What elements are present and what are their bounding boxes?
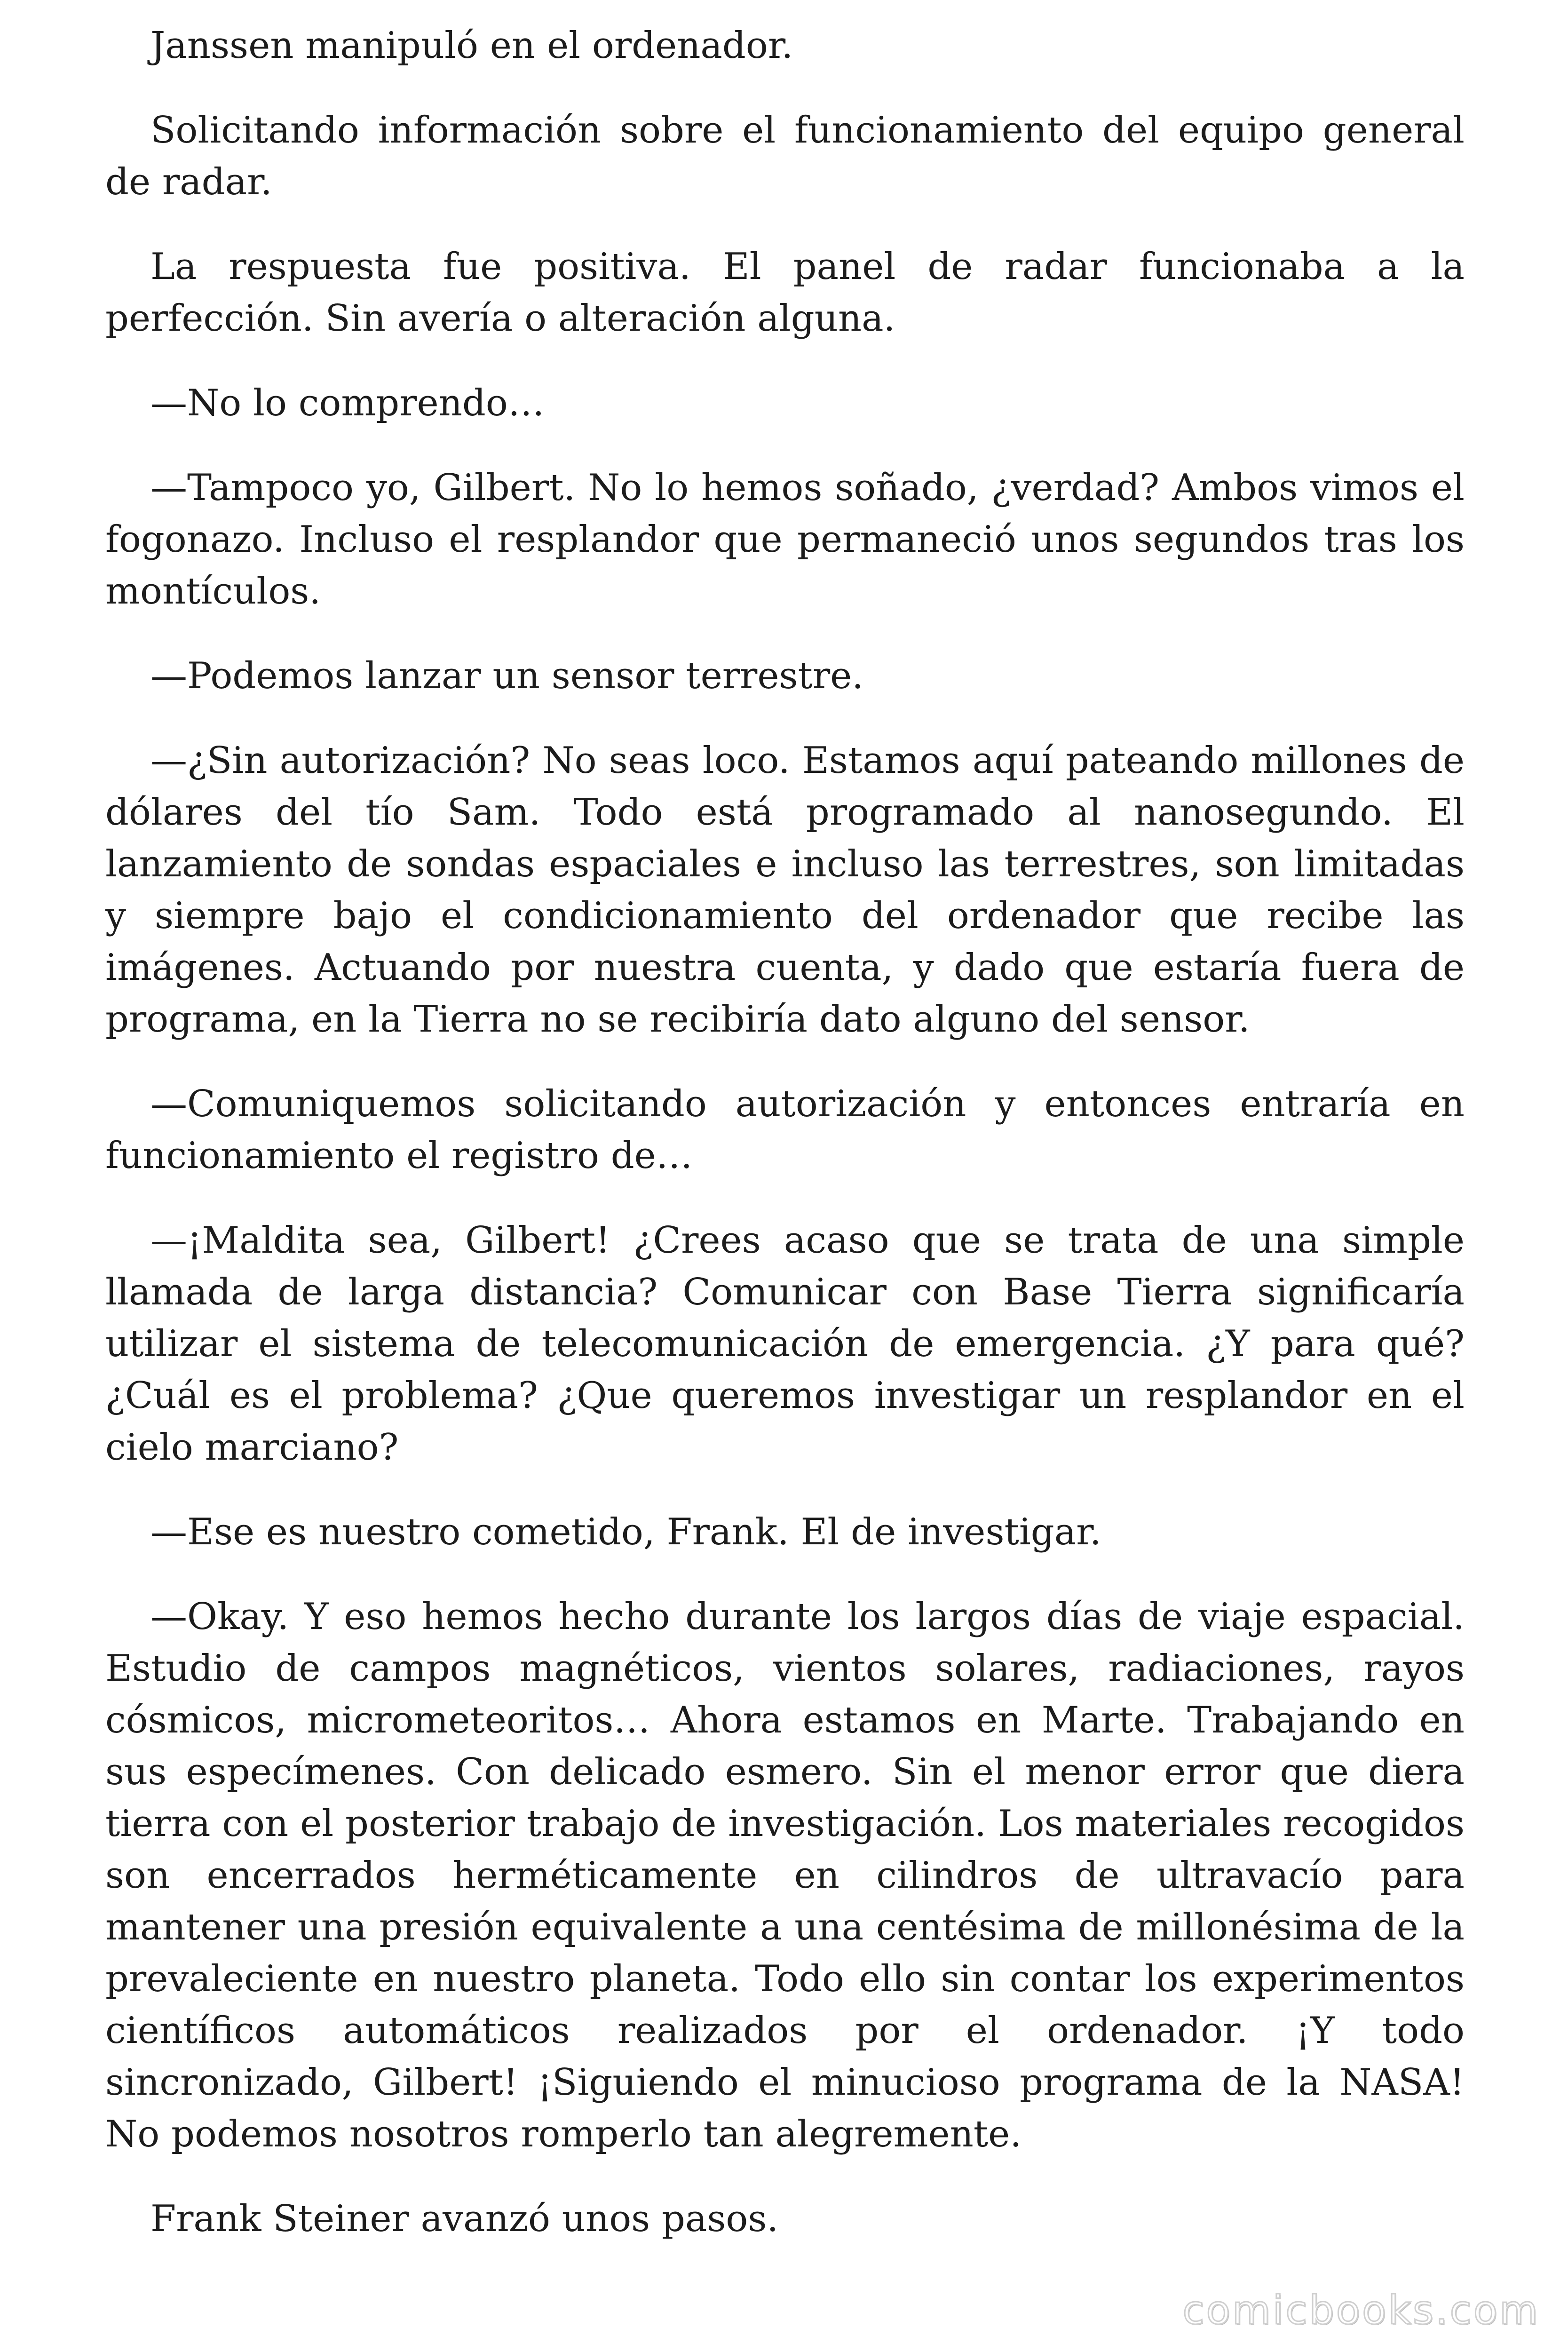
paragraph: Solicitando información sobre el funcionamiento del equipo general de radar. (105, 109, 1465, 203)
watermark: comicbooks.com (1182, 2287, 1540, 2333)
paragraph: —Comuniquemos solicitando autorización y entonces entraría en funcionamiento el registro de… (105, 1083, 1465, 1177)
paragraph: —Tampoco yo, Gilbert. No lo hemos soñado, ¿verdad? Ambos vimos el fogonazo. Incluso el resplandor que permaneció unos segundos tras los montículos. (105, 467, 1465, 612)
paragraph: —Ese es nuestro cometido, Frank. El de investigar. (150, 1511, 1101, 1553)
paragraph: —Podemos lanzar un sensor terrestre. (150, 655, 864, 697)
paragraph: —No lo comprendo… (150, 382, 545, 424)
paragraph: Frank Steiner avanzó unos pasos. (150, 2198, 779, 2240)
paragraph: —¡Maldita sea, Gilbert! ¿Crees acaso que se trata de una simple llamada de larga distancia? Comunicar con Base Tierra significaría utilizar el sistema de telecomunicación de emergencia. ¿Y para qué? ¿Cuál es el problema? ¿Que queremos investigar un resplandor en el cielo marciano? (105, 1219, 1465, 1469)
paragraph: —Okay. Y eso hemos hecho durante los largos días de viaje espacial. Estudio de campos magnéticos, vientos solares, radiaciones, rayos cósmicos, micrometeoritos… Ahora estamos en Marte. Trabajando en sus especímenes. Con delicado esmero. Sin el menor error que diera tierra con el posterior trabajo de investigación. Los materiales recogidos son encerrados herméticamente en cilindros de ultravacío para mantener una presión equivalente a una centésima de millonésima de la prevaleciente en nuestro planeta. Todo ello sin contar los experimentos científicos automáticos realizados por el ordenador. ¡Y todo sincronizado, Gilbert! ¡Siguiendo el minucioso programa de la NASA! No podemos nosotros romperlo tan alegremente. (105, 1596, 1465, 2155)
paragraph: —¿Sin autorización? No seas loco. Estamos aquí pateando millones de dólares del tío Sam. Todo está programado al nanosegundo. El lanzamiento de sondas espaciales e incluso las terrestres, son limitadas y siempre bajo el condicionamiento del ordenador que recibe las imágenes. Actuando por nuestra cuenta, y dado que estaría fuera de programa, en la Tierra no se recibiría dato alguno del sensor. (105, 739, 1465, 1041)
paragraph: Janssen manipuló en el ordenador. (150, 24, 793, 67)
paragraph: La respuesta fue positiva. El panel de radar funcionaba a la perfección. Sin avería o alteración alguna. (105, 246, 1465, 340)
